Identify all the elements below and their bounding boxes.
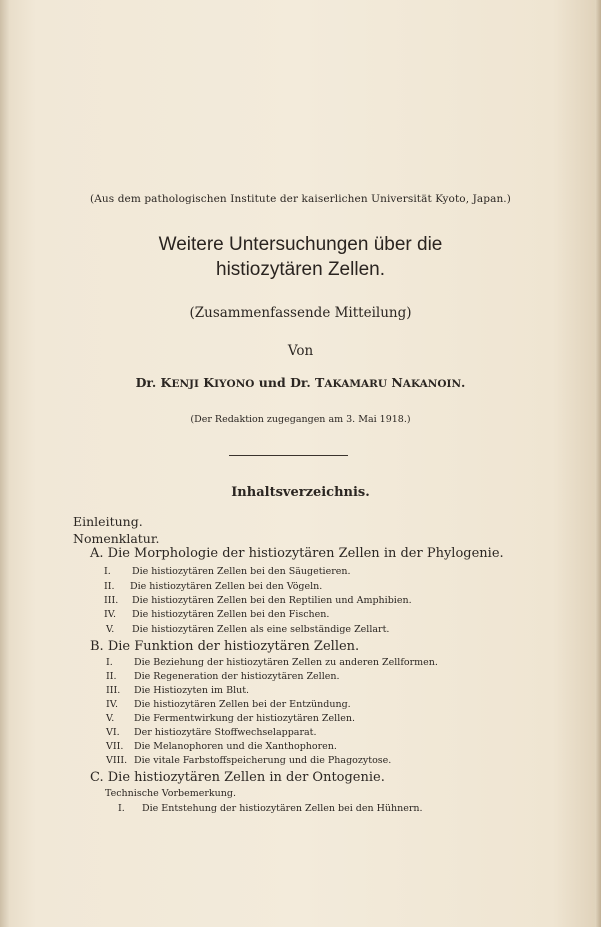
toc-a-item-2-num: II. [104,581,115,592]
author1-last-sc: IYONO [214,378,255,390]
toc-b-item-4-num: IV. [106,699,118,710]
toc-a-item-1: Die histiozytären Zellen bei den Säugetieren. [132,566,351,577]
toc-b-item-3: Die Histiozyten im Blut. [134,685,250,696]
paper-subtitle: (Zusammenfassende Mitteilung) [189,305,412,321]
toc-b-item-6-num: VI. [106,727,120,738]
toc-section-a: A. Die Morphologie der histiozytären Zellen in der Phylogenie. [90,546,504,561]
author1-mid: K [198,375,215,390]
author1-prefix: Dr. K [135,375,172,390]
toc-b-item-8-num: VIII. [106,755,128,766]
toc-c-item-1-num: I. [118,803,125,814]
institute-source-line: (Aus dem pathologischen Institute der kaiserlichen Universität Kyoto, Japan.) [90,193,511,205]
page-right-edge [595,0,601,927]
toc-b-item-7: Die Melanophoren und die Xanthophoren. [134,741,337,752]
toc-c-item-1: Die Entstehung der histiozytären Zellen bei den Hühnern. [142,803,423,814]
author2-first-sc: AKAMARU [324,378,388,390]
toc-a-item-2: Die histiozytären Zellen bei den Vögeln. [130,581,323,592]
toc-einleitung: Einleitung. [73,514,143,529]
author2-last-sc: AKANOIN [402,378,462,390]
author2-mid: N [387,375,403,390]
toc-a-item-3-num: III. [104,595,119,606]
toc-b-item-3-num: III. [106,685,121,696]
toc-a-item-4-num: IV. [104,609,116,620]
received-date: (Der Redaktion zugegangen am 3. Mai 1918.) [190,414,411,425]
toc-c-technische: Technische Vorbemerkung. [105,788,236,799]
toc-a-item-4: Die histiozytären Zellen bei den Fischen. [132,609,330,620]
paper-title-line-1: Weitere Untersuchungen über die [158,234,443,255]
authors-end: . [461,375,466,390]
toc-b-item-1: Die Beziehung der histiozytären Zellen zu anderen Zellformen. [134,657,438,668]
toc-b-item-8: Die vitale Farbstoffspeicherung und die Phagozytose. [134,755,392,766]
paper-title-line-2: histiozytären Zellen. [216,259,385,280]
toc-section-c: C. Die histiozytären Zellen in der Ontogenie. [90,770,385,785]
divider-rule [229,455,348,456]
toc-a-item-5: Die histiozytären Zellen als eine selbständige Zellart. [132,624,390,635]
toc-b-item-2: Die Regeneration der histiozytären Zellen. [134,671,340,682]
author1-first-sc: ENJI [171,378,199,390]
toc-b-item-1-num: I. [106,657,113,668]
authors-and: und Dr. T [254,375,325,390]
toc-section-b: B. Die Funktion der histiozytären Zellen. [90,639,360,654]
von-label: Von [287,343,314,359]
toc-b-item-2-num: II. [106,671,117,682]
toc-nomenklatur: Nomenklatur. [73,531,160,546]
toc-title: Inhaltsverzeichnis. [231,485,370,500]
toc-b-item-5-num: V. [106,713,115,724]
page-left-edge [0,0,10,927]
toc-b-item-7-num: VII. [106,741,124,752]
toc-a-item-3: Die histiozytären Zellen bei den Reptilien und Amphibien. [132,595,412,606]
toc-a-item-1-num: I. [104,566,111,577]
paper-title [0,232,601,282]
toc-a-item-5-num: V. [106,624,115,635]
toc-b-item-6: Der histiozytäre Stoffwechselapparat. [134,727,317,738]
toc-b-item-4: Die histiozytären Zellen bei der Entzündung. [134,699,351,710]
toc-b-item-5: Die Fermentwirkung der histiozytären Zellen. [134,713,355,724]
authors-line [0,375,601,390]
